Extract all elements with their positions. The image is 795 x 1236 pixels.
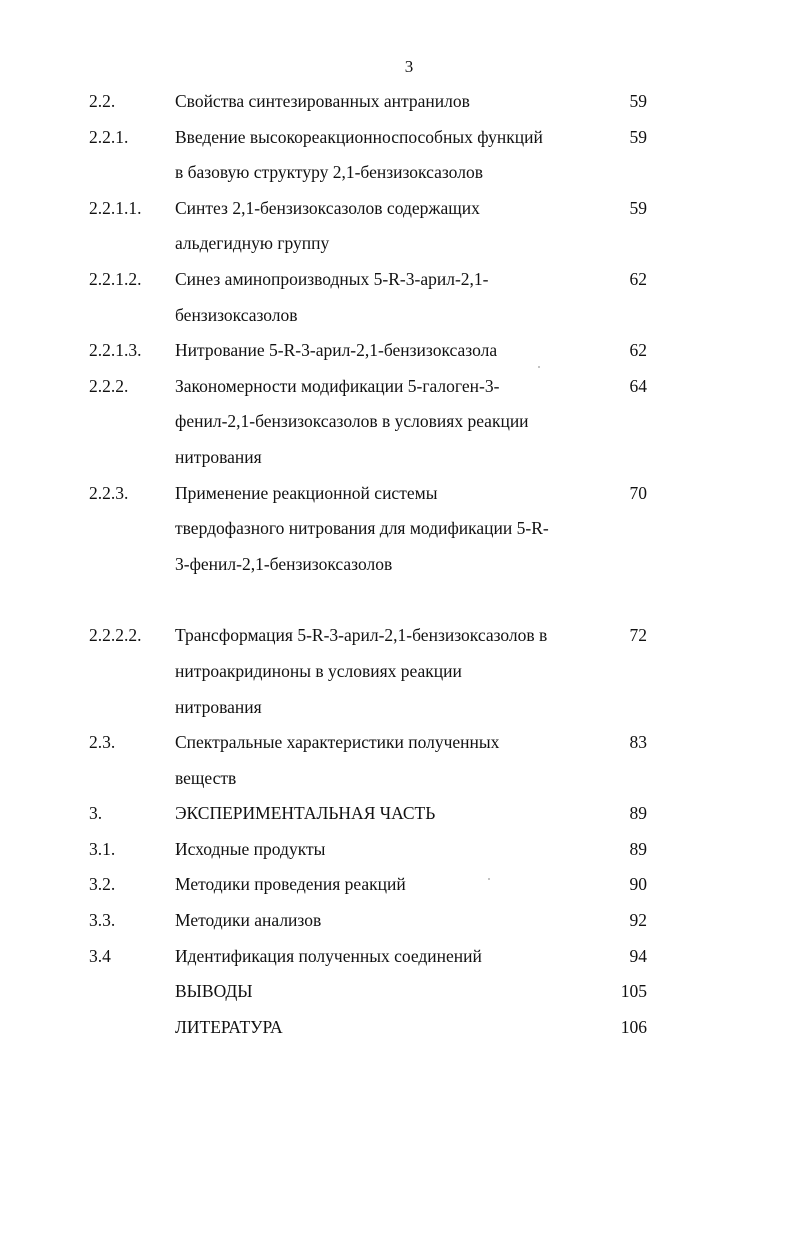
- section-number: 3.2.: [89, 874, 116, 895]
- title-line: Трансформация 5-R-3-арил-2,1-бензизоксазолов в: [175, 625, 548, 646]
- page-ref: 92: [629, 910, 647, 931]
- page-ref: 94: [629, 945, 647, 966]
- section-number: 2.3.: [89, 732, 116, 753]
- section-number: 2.2.2.2.: [89, 625, 142, 646]
- toc-entry: [0, 796, 795, 832]
- section-title: [175, 618, 595, 725]
- title-line: нитрования: [175, 446, 262, 467]
- section-number: 2.2.: [89, 91, 116, 111]
- section-number: 2.2.3.: [89, 482, 129, 503]
- toc-entry: [0, 832, 795, 868]
- toc-entry: [0, 939, 795, 975]
- section-title: [175, 333, 595, 369]
- section-number: 2.2.1.: [89, 126, 129, 147]
- section-title: [175, 796, 595, 832]
- title-line: Свойства синтезированных антранилов: [175, 91, 470, 111]
- toc-entry: [0, 262, 795, 333]
- table-of-contents: [0, 84, 795, 1045]
- title-line: 3-фенил-2,1-бензизоксазолов: [175, 553, 393, 574]
- section-number: 3.4: [89, 945, 111, 966]
- page-ref: 62: [629, 268, 647, 289]
- page-ref: 105: [620, 981, 647, 1002]
- title-line: веществ: [175, 767, 237, 788]
- page-ref: 90: [629, 874, 647, 895]
- title-line: ЛИТЕРАТУРА: [175, 1016, 283, 1037]
- page-ref: 72: [629, 625, 647, 646]
- section-title: [175, 832, 595, 868]
- title-line: бензизоксазолов: [175, 304, 298, 325]
- page-ref: 89: [629, 803, 647, 824]
- title-line: нитроакридиноны в условиях реакции: [175, 660, 462, 681]
- toc-entry: [0, 725, 795, 796]
- section-title: [175, 725, 595, 796]
- toc-entry: [0, 369, 795, 476]
- page-ref: 70: [629, 482, 647, 503]
- toc-entry: [0, 333, 795, 369]
- section-title: [175, 974, 595, 1010]
- section-number: 2.2.2.: [89, 375, 129, 396]
- page-ref: 62: [629, 340, 647, 361]
- section-number: 2.2.1.1.: [89, 197, 142, 218]
- title-line: Синез аминопроизводных 5-R-3-арил-2,1-: [175, 268, 489, 289]
- scan-speck: [488, 878, 490, 880]
- section-title: [175, 120, 595, 191]
- toc-entry: [0, 84, 795, 120]
- title-line: Спектральные характеристики полученных: [175, 732, 500, 753]
- toc-entry: [0, 1010, 795, 1046]
- section-title: [175, 84, 595, 120]
- section-title: [175, 476, 595, 583]
- section-title: [175, 867, 595, 903]
- title-line: Идентификация полученных соединений: [175, 945, 482, 966]
- title-line: Нитрование 5-R-3-арил-2,1-бензизоксазола: [175, 340, 498, 361]
- section-number: 3.: [89, 803, 103, 824]
- scan-speck: [538, 366, 540, 368]
- title-line: альдегидную группу: [175, 233, 330, 254]
- section-title: [175, 369, 595, 476]
- page-ref: 64: [629, 375, 647, 396]
- page-ref: 59: [629, 197, 647, 218]
- toc-entry: [0, 191, 795, 262]
- title-line: фенил-2,1-бензизоксазолов в условиях реакции: [175, 411, 529, 432]
- section-title: [175, 939, 595, 975]
- page-ref: 59: [629, 91, 647, 111]
- toc-entry: [0, 867, 795, 903]
- title-line: ВЫВОДЫ: [175, 981, 253, 1002]
- title-line: Применение реакционной системы: [175, 482, 438, 503]
- toc-entry: [0, 476, 795, 583]
- title-line: Методики анализов: [175, 910, 322, 931]
- toc-entry: [0, 903, 795, 939]
- toc-entry: [0, 974, 795, 1010]
- section-number: 2.2.1.2.: [89, 268, 142, 289]
- toc-entry: [0, 618, 795, 725]
- title-line: нитрования: [175, 696, 262, 717]
- title-line: Введение высокореакционноспособных функций: [175, 126, 543, 147]
- page-ref: 89: [629, 838, 647, 859]
- title-line: Закономерности модификации 5-галоген-3-: [175, 375, 500, 396]
- title-line: Методики проведения реакций: [175, 874, 406, 895]
- title-line: ЭКСПЕРИМЕНТАЛЬНАЯ ЧАСТЬ: [175, 803, 436, 824]
- title-line: твердофазного нитрования для модификации 5-R-: [175, 518, 549, 539]
- title-line: Синтез 2,1-бензизоксазолов содержащих: [175, 197, 480, 218]
- section-number: 2.2.1.3.: [89, 340, 142, 361]
- section-title: [175, 262, 595, 333]
- section-title: [175, 191, 595, 262]
- toc-entry: [0, 120, 795, 191]
- section-title: [175, 903, 595, 939]
- title-line: в базовую структуру 2,1-бензизоксазолов: [175, 162, 483, 183]
- blank-gap: [0, 582, 795, 618]
- title-line: Исходные продукты: [175, 838, 326, 859]
- page-ref: 59: [629, 126, 647, 147]
- section-number: 3.1.: [89, 838, 116, 859]
- page-ref: 106: [620, 1016, 647, 1037]
- page-ref: 83: [629, 732, 647, 753]
- page-number: 3: [404, 57, 414, 76]
- section-number: 3.3.: [89, 910, 116, 931]
- section-title: [175, 1010, 595, 1046]
